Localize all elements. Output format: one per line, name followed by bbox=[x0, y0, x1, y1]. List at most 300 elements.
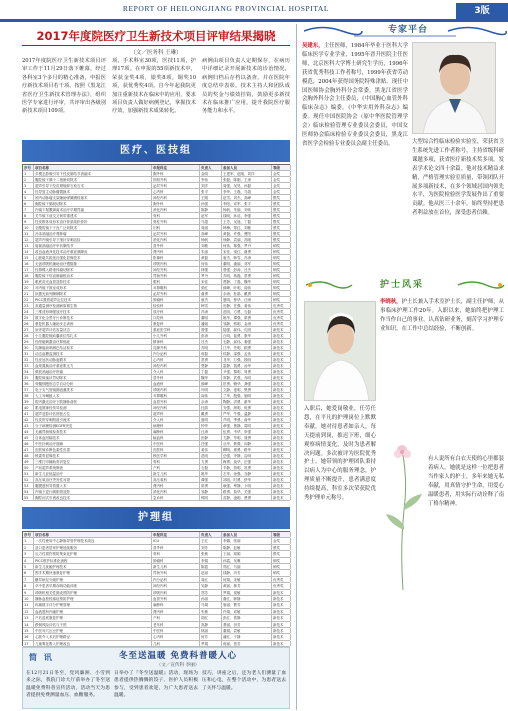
table-cell: 多模态影像引导下经皮肺结节消融术 bbox=[34, 171, 152, 176]
table-cell: 吕杰 bbox=[200, 339, 222, 344]
table-cell: 梅勇、莫华、庄强 bbox=[222, 459, 272, 464]
table-cell: 胸腔闭式引流改良技术 bbox=[34, 495, 152, 500]
table-cell: 眼科 bbox=[152, 279, 200, 284]
table-cell: 朱丽 bbox=[200, 249, 222, 254]
table-cell: 岳强、齐静、沿明 bbox=[222, 453, 272, 458]
table-cell: 铜奖 bbox=[272, 243, 291, 248]
table-cell: 精神科 bbox=[152, 339, 200, 344]
table-cell: 冯涛 bbox=[200, 309, 222, 314]
table-cell: 8 bbox=[23, 583, 34, 588]
table-cell: 2 bbox=[23, 545, 34, 550]
table-cell: 38 bbox=[23, 393, 34, 398]
table-cell: 经皮肝穿刺胆道引流术 bbox=[34, 417, 152, 422]
news-title: 冬至送温暖 免费科普暖人心 bbox=[119, 651, 237, 661]
table-cell: 新技术 bbox=[272, 465, 291, 470]
table-header-cell: 等级 bbox=[272, 165, 291, 170]
table-cell: 呼吸内科 bbox=[152, 387, 200, 392]
table-cell: 杨帆、朱丽、刘伟 bbox=[222, 207, 272, 212]
table-cell: 24 bbox=[23, 309, 34, 314]
table-cell: 颅内动脉瘤支架辅助弹簧圈栓塞术 bbox=[34, 195, 152, 200]
table-cell: 林强 bbox=[200, 267, 222, 272]
table-cell: 铜奖 bbox=[272, 267, 291, 272]
table-header-cell: 负责人 bbox=[200, 165, 222, 170]
table-cell: 新技术 bbox=[272, 363, 291, 368]
table-cell: 神经内科 bbox=[152, 405, 200, 410]
table-cell: 胸腔镜下肺段切除术 bbox=[34, 201, 152, 206]
table-cell: 神经内科 bbox=[152, 363, 200, 368]
table-cell: 王建军、赵刚、刘洋 bbox=[222, 171, 272, 176]
table-cell: 皮肤科 bbox=[152, 447, 200, 452]
table-cell: 腹腔镜下结直肠癌根治术 bbox=[34, 273, 152, 278]
table-cell: 41 bbox=[23, 411, 34, 416]
table-cell: 薛峰、叶明、阎伟 bbox=[222, 285, 272, 290]
table-cell: 骨科 bbox=[152, 459, 200, 464]
table-cell: 夏明、钟华、汪涛 bbox=[222, 297, 272, 302]
table-cell: 李阳、邓军、张宇 bbox=[222, 201, 272, 206]
table-cell: 微波消融治疗肝癌 bbox=[34, 369, 152, 374]
table-cell: 21 bbox=[23, 291, 34, 296]
table-cell: 心内科 bbox=[152, 189, 200, 194]
table-cell: 内镜下黏膜剥离术治疗早期胃癌 bbox=[34, 207, 152, 212]
table-cell: 何芳 bbox=[200, 634, 222, 639]
table-cell: 陈静、赵敏 bbox=[222, 545, 272, 550]
table-cell: 金奖 bbox=[272, 177, 291, 182]
table-cell: 铜奖 bbox=[272, 255, 291, 260]
table-cell: 介入科 bbox=[152, 417, 200, 422]
table-cell: 11 bbox=[23, 231, 34, 236]
table-cell: 新技术 bbox=[272, 628, 291, 633]
table-cell: 韩雪 bbox=[200, 303, 222, 308]
table-cell: 44 bbox=[23, 429, 34, 434]
table-cell: 32 bbox=[23, 357, 34, 362]
table-cell: 许娟、邓敏 bbox=[222, 609, 272, 614]
table-cell: 周丽 bbox=[200, 225, 222, 230]
table-cell: 心脏介入术后护理路径 bbox=[34, 634, 152, 639]
table-cell: 15 bbox=[23, 255, 34, 260]
table-cell: 放疗科 bbox=[152, 309, 200, 314]
table-cell: 8 bbox=[23, 213, 34, 218]
table-cell: 新技术 bbox=[272, 327, 291, 332]
table-cell: 54 bbox=[23, 489, 34, 494]
table-cell: 产前超声系统筛查 bbox=[34, 465, 152, 470]
nurse-bio-column-3: 有人说所有白衣天使的心里都装着病人。她就是这样一位把患者当作家人的护士，多年来她无私奉献，用真情守护生命，用爱心温暖患者，用实际行动诠释了南丁格尔精神。 bbox=[428, 456, 504, 507]
table-cell: 唐杰 bbox=[200, 297, 222, 302]
table-cell: 肾内科 bbox=[152, 609, 200, 614]
expert-bio-column-2: 大型综合性临床检验实验室，荣获省卫生系统先进工作者称号，主持省级科研课题多项，获省医疗新技术奖多项，发表学术论文四十余篇。他对技术精益求精，严格管理实验室质量，带领团队开展多项新技术，在多个领域居国内领先水平，为医院检验医学发展作出了重要贡献。他从医三十余年，始终坚持把患者利益放在首位，深受患者信赖。 bbox=[412, 139, 504, 217]
table-cell: 神经内科 bbox=[152, 195, 200, 200]
table-cell: 冷冻消融治疗肾肿瘤 bbox=[34, 231, 152, 236]
table-cell: 高压氧科 bbox=[152, 477, 200, 482]
table-cell: 雷静、钱勇、汤华 bbox=[222, 363, 272, 368]
table-cell: 经导管主动脉瓣置换术 bbox=[34, 189, 152, 194]
table-cell: 重症医学科 bbox=[152, 327, 200, 332]
table-cell: 血液透析内瘘护理 bbox=[34, 609, 152, 614]
table-cell: 苏明 bbox=[200, 345, 222, 350]
table-cell: 分子病理检测EGFR突变 bbox=[34, 423, 152, 428]
table-cell: 6 bbox=[23, 570, 34, 575]
table-cell: 疼痛数字评分护理管理 bbox=[34, 602, 152, 607]
table-cell: 余涛、杜鹃、戴勇 bbox=[222, 291, 272, 296]
table-cell: 王芳、吴迪、丁磊 bbox=[222, 219, 272, 224]
table-cell: 5 bbox=[23, 564, 34, 569]
table-cell: 罗娟 bbox=[200, 641, 222, 646]
article-column-1: 2017年度院医疗卫生新技术项目评审工作于11月29日落下帷幕。经过各科室3个多月的精心准备，申报医疗新技术项目若干项。按照《黑龙江省医疗卫生新技术管理办法》，组织医学专家进行评审，共评审出各级别新技术项目109项。 bbox=[22, 58, 106, 115]
table-cell: 董明、潘丽、邓军 bbox=[222, 261, 272, 266]
table-cell: 介入科 bbox=[152, 369, 200, 374]
table-cell: 银奖 bbox=[272, 195, 291, 200]
table-cell: 李华、王磊、马超 bbox=[222, 189, 272, 194]
table-cell: 廖勇 bbox=[200, 483, 222, 488]
table-cell: 魏华 bbox=[200, 375, 222, 380]
table-cell: 39 bbox=[23, 399, 34, 404]
table-cell: 呼吸内科 bbox=[152, 590, 200, 595]
table-cell: 潘丽 bbox=[200, 321, 222, 326]
table-cell: 48 bbox=[23, 453, 34, 458]
table-cell: 肾内科 bbox=[152, 249, 200, 254]
table-cell: 优秀奖 bbox=[272, 303, 291, 308]
table-cell: 朱敏 bbox=[200, 609, 222, 614]
table-cell: 严华、牛强、温静 bbox=[222, 411, 272, 416]
table-cell: 康复科 bbox=[152, 321, 200, 326]
table-cell: 贾静 bbox=[200, 363, 222, 368]
table-cell: 新技术 bbox=[272, 333, 291, 338]
table-cell: 病理科 bbox=[152, 423, 200, 428]
table-cell: 新技术 bbox=[272, 489, 291, 494]
table-cell: 陶静、洪勇、翟华 bbox=[222, 399, 272, 404]
table-cell: 柳明、邢勇、路华 bbox=[222, 447, 272, 452]
table-cell: 23 bbox=[23, 303, 34, 308]
table-cell: 老年科 bbox=[152, 622, 200, 627]
table-cell: 范明、方勇、石磊 bbox=[222, 309, 272, 314]
table-cell: 关节镜下前交叉韧带重建术 bbox=[34, 213, 152, 218]
table-cell: 15 bbox=[23, 628, 34, 633]
table-cell: 高压氧治疗突发性耳聋 bbox=[34, 477, 152, 482]
table-cell: 刘洋 bbox=[200, 183, 222, 188]
table-cell: 铜奖 bbox=[272, 249, 291, 254]
table-header-cell: 等级 bbox=[272, 532, 291, 537]
table-cell: 郑红、马丽 bbox=[222, 564, 272, 569]
page-number-badge: 3版 bbox=[456, 3, 508, 19]
table-cell: 潘红、于静 bbox=[222, 634, 272, 639]
table-cell: 超声内镜引导下细针穿刺活检 bbox=[34, 237, 152, 242]
table-cell: 1 bbox=[23, 538, 34, 543]
table-cell: 谢勇 bbox=[200, 291, 222, 296]
news-column-3: 技巧，讲座之后，还为老人们测量了血压和心电，在整个活动中，为患者送去了关怀与温暖。 bbox=[202, 671, 286, 691]
table-cell: 银奖 bbox=[272, 225, 291, 230]
table-cell: 周红 bbox=[200, 577, 222, 582]
table-cell: 血管外科 bbox=[152, 596, 200, 601]
table-cell: 耿强、牟静、卜明 bbox=[222, 483, 272, 488]
table-cell: 胡红 bbox=[200, 615, 222, 620]
table-cell: 超声科 bbox=[152, 411, 200, 416]
article-column-2: 项，手术科室30项，医技11项，护理17项。在申报的55项新技术中，荣获金奖4项，银奖8项，铜奖10项，获优秀奖4项。自今年起我院更加注重新技术在临床中的应用，要求项目负责人做好病例登记，掌握技术疗效，加强新技术成果转化。 bbox=[112, 58, 196, 115]
table-cell: 超声引导下经皮肾镜碎石取石术 bbox=[34, 183, 152, 188]
table-cell: 新技术 bbox=[272, 345, 291, 350]
table-cell: 孙强 bbox=[200, 201, 222, 206]
table-cell: 16 bbox=[23, 634, 34, 639]
table-cell: 常静、武强、乔明 bbox=[222, 375, 272, 380]
table-cell: 优秀奖 bbox=[272, 321, 291, 326]
table-cell: 钱静、冯芳 bbox=[222, 570, 272, 575]
table-cell: 卒中患者早期吞咽功能训练 bbox=[34, 583, 152, 588]
table-cell: 5 bbox=[23, 195, 34, 200]
table-cell: 4 bbox=[23, 558, 34, 563]
table-cell: 经皮冠状动脉旋磨术 bbox=[34, 357, 152, 362]
table-cell: 唐杰、韩雪、冯涛 bbox=[222, 255, 272, 260]
table-cell: 4 bbox=[23, 189, 34, 194]
table-cell: 小儿腹腔镜疝囊高位结扎术 bbox=[34, 333, 152, 338]
table-cell: 42 bbox=[23, 417, 34, 422]
table-cell: 40 bbox=[23, 405, 34, 410]
table-cell: 9 bbox=[23, 590, 34, 595]
expert-portrait bbox=[412, 42, 496, 134]
table-cell: 经颅磁刺激治疗抑郁症 bbox=[34, 339, 152, 344]
table-cell: 新技术 bbox=[272, 423, 291, 428]
table-cell: 张敏 bbox=[200, 551, 222, 556]
table-cell: 新技术 bbox=[272, 447, 291, 452]
table-cell: 江华、史明、顾勇 bbox=[222, 345, 272, 350]
table-cell: 康复机器人辅助步态训练 bbox=[34, 321, 152, 326]
table-cell: 46 bbox=[23, 441, 34, 446]
news-column-2: 日举办了『冬至送温暖』活动，现场为患者提供热腾腾的饺子，医护人员积极参与，受到患者欢迎，为广大患者送去温暖。 bbox=[114, 671, 198, 699]
table-cell: 高通量测序检测病原微生物 bbox=[34, 303, 152, 308]
table-cell: 全腹腔镜下子宫广泛切除术 bbox=[34, 225, 152, 230]
table-cell: 唐丽、曹芳 bbox=[222, 602, 272, 607]
table-cell: 侯静、邵强、孟伟 bbox=[222, 351, 272, 356]
table-cell: 输血科 bbox=[152, 435, 200, 440]
table-cell: 新技术 bbox=[272, 477, 291, 482]
table-cell: 10 bbox=[23, 225, 34, 230]
table-cell: 马超 bbox=[200, 219, 222, 224]
table-cell: 金明 bbox=[200, 171, 222, 176]
table-cell: 叶明 bbox=[200, 387, 222, 392]
table-cell: 熊明 bbox=[200, 495, 222, 500]
table-cell: 腹腔镜下胰十二指肠切除术 bbox=[34, 177, 152, 182]
table-cell: 新技术 bbox=[272, 453, 291, 458]
table-cell: 徐静、袁丽、冯刚 bbox=[222, 237, 272, 242]
table-cell: 赵丽 bbox=[200, 570, 222, 575]
table-cell: 30 bbox=[23, 345, 34, 350]
table-cell: 银奖 bbox=[272, 207, 291, 212]
table-cell: 钟华 bbox=[200, 423, 222, 428]
table-cell: 彭红、曾静 bbox=[222, 615, 272, 620]
table-cell: 妇科 bbox=[152, 225, 200, 230]
title-rule bbox=[22, 45, 290, 46]
table-cell: 36 bbox=[23, 381, 34, 386]
table-cell: 谢红、韩静 bbox=[222, 596, 272, 601]
table-cell: 消化内科 bbox=[152, 207, 200, 212]
table-cell: 范明 bbox=[200, 453, 222, 458]
table-cell: 自体血回输技术 bbox=[34, 435, 152, 440]
table-cell: 苏明、蒋磊、蔡勇 bbox=[222, 273, 272, 278]
article-column-3: 病例由项目负责人定期保存，在病历中详细记录开展新技术的诊治情况，病例归档后存档以备查，并在医院年度总结中表彰。技术主持人和团队成员的奖金与绩效挂钩，鼓励更多新技术在临床推广应用，提升我院医疗服务能力和水平。 bbox=[202, 58, 290, 115]
table-cell: 产科 bbox=[152, 465, 200, 470]
table-cell: 郑芳 bbox=[200, 590, 222, 595]
table-cell: 龙华、万强、段明 bbox=[222, 357, 272, 362]
table-cell: 新技术 bbox=[272, 471, 291, 476]
table-cell: 铜奖 bbox=[272, 564, 291, 569]
table-cell: 邹静 bbox=[200, 489, 222, 494]
table-cell: 37 bbox=[23, 387, 34, 392]
table-cell: 何伟 bbox=[200, 261, 222, 266]
table-cell: 耳内镜下鼓室成形术 bbox=[34, 285, 152, 290]
table-cell: 三维适形调强放疗技术 bbox=[34, 309, 152, 314]
table-cell: 新技术 bbox=[272, 441, 291, 446]
table-cell: 优秀奖 bbox=[272, 577, 291, 582]
table-cell: 董明 bbox=[200, 315, 222, 320]
table-cell: 田静 bbox=[200, 435, 222, 440]
nurse-banner-title: 护士风采 bbox=[379, 280, 424, 290]
table-cell: 新技术 bbox=[272, 590, 291, 595]
table-cell: 28 bbox=[23, 333, 34, 338]
table-cell: 张磊、陈刚、王涛 bbox=[222, 177, 272, 182]
table-cell: 射频消融治疗甲状腺结节 bbox=[34, 243, 152, 248]
table-cell: 糖尿病足分级护理 bbox=[34, 577, 152, 582]
nurse-portrait bbox=[304, 301, 376, 401]
table-cell: 金奖 bbox=[272, 171, 291, 176]
table-cell: 兰华、殷强、施明 bbox=[222, 393, 272, 398]
table-cell: 祁明、时勇、舒华 bbox=[222, 477, 272, 482]
table-cell: 7 bbox=[23, 577, 34, 582]
table-cell: 铜奖 bbox=[272, 558, 291, 563]
table-cell: 耳鼻喉科 bbox=[152, 393, 200, 398]
table-cell: 王红 bbox=[200, 538, 222, 543]
table-cell: 超声造影评估肝脏占位 bbox=[34, 411, 152, 416]
table-cell: 影像科 bbox=[152, 255, 200, 260]
table-cell: 孙霞、吴琳 bbox=[222, 558, 272, 563]
table-cell: 消化内科 bbox=[152, 237, 200, 242]
news-column-1: 在12月21日冬至，党风廉洲、小雪到来之际，我院门诊大厅前举办了冬至送温暖免费科普宣传活动，活动当天为患者提供免费测量血压、血糖服务。 bbox=[26, 671, 110, 699]
table-cell: 电子支气管镜肺泡灌洗术 bbox=[34, 387, 152, 392]
article-byline: （文／医务科 王琳） bbox=[130, 50, 182, 56]
nursing-results-table bbox=[22, 531, 290, 646]
table-cell: 内分泌科 bbox=[152, 351, 200, 356]
table-cell: 27 bbox=[23, 327, 34, 332]
table-cell: 姚华 bbox=[200, 471, 222, 476]
table-cell: 新生儿科 bbox=[152, 471, 200, 476]
table-cell: 王刚 bbox=[200, 195, 222, 200]
table-cell: 心内科 bbox=[152, 357, 200, 362]
table-cell: 3 bbox=[23, 551, 34, 556]
table-cell: 赵雪、刘杰、高峰 bbox=[222, 195, 272, 200]
table-cell: 刘芳 bbox=[200, 545, 222, 550]
table-cell: 汪涛 bbox=[200, 429, 222, 434]
table-header-cell: 负责人 bbox=[200, 532, 222, 537]
table-cell: 罗丹 bbox=[200, 273, 222, 278]
table-cell: 19 bbox=[23, 279, 34, 284]
table-cell: 26 bbox=[23, 321, 34, 326]
table-cell: 伍勇、韦华、申强 bbox=[222, 429, 272, 434]
table-cell: 腹膜透析导管置入术 bbox=[34, 483, 152, 488]
table-cell: 杨帆 bbox=[200, 237, 222, 242]
table-cell: 新技术 bbox=[272, 375, 291, 380]
table-cell: 路勇、詹华、关强 bbox=[222, 489, 272, 494]
section-banner-medical-label: 医疗、医技组 bbox=[120, 145, 192, 156]
table-cell: 静脉血栓栓塞症预防护理 bbox=[34, 596, 152, 601]
table-cell: 新技术 bbox=[272, 339, 291, 344]
table-cell: 泌尿外科 bbox=[152, 183, 200, 188]
table-cell: 脊柱外科 bbox=[152, 219, 200, 224]
table-cell: 胸外科 bbox=[152, 171, 200, 176]
table-cell: 辛静、管明、祝勇 bbox=[222, 465, 272, 470]
table-cell: 银奖 bbox=[272, 213, 291, 218]
table-cell: 25 bbox=[23, 315, 34, 320]
nurse-bio-text: 护士长兼入手术室护士长，副主任护师，从事临床护理工作20年。入职以来，她始终把护理工作当作自己的事业，认真钻研业务，刻苦学习护理专业知识，在工作中总结经验，不断创新。 bbox=[380, 299, 505, 332]
section-banner-medical bbox=[22, 140, 290, 162]
table-cell: 普外科 bbox=[152, 243, 200, 248]
table-cell: 曾强、彭涛、吕杰 bbox=[222, 267, 272, 272]
table-cell: 数字化全景牙片诊断技术 bbox=[34, 315, 152, 320]
table-cell: 乳腺癌前哨淋巴结活检术 bbox=[34, 345, 152, 350]
table-cell: 陈静 bbox=[200, 207, 222, 212]
table-cell: 章强、鲁静、葛明 bbox=[222, 423, 272, 428]
table-cell: 刘敏 bbox=[200, 243, 222, 248]
table-cell: 尤静、毕明、聂勇 bbox=[222, 435, 272, 440]
table-cell: 田静、任强、姜伟 bbox=[222, 303, 272, 308]
table-cell: 17 bbox=[23, 267, 34, 272]
table-cell: 金奖 bbox=[272, 538, 291, 543]
table-cell: 优秀奖 bbox=[272, 315, 291, 320]
table-cell: 黄丽、林芳 bbox=[222, 583, 272, 588]
table-cell: 贾静、丁磊、魏华 bbox=[222, 279, 272, 284]
table-cell: 改良血液净化技术治疗重症胰腺炎 bbox=[34, 249, 152, 254]
running-title: REPORT OF HEILONGJIANG PROVINCIAL HOSPITAL bbox=[122, 4, 330, 13]
table-cell: 肿瘤科 bbox=[152, 558, 200, 563]
table-cell: 内镜下逆行胰胆管造影 bbox=[34, 489, 152, 494]
table-cell: 胃肠外科 bbox=[152, 273, 200, 278]
table-cell: 核素骨显像技术 bbox=[34, 453, 152, 458]
section-banner-nursing bbox=[22, 507, 290, 529]
table-cell: 新技术 bbox=[272, 393, 291, 398]
table-cell: 银奖 bbox=[272, 551, 291, 556]
table-cell: 马娟 bbox=[200, 602, 222, 607]
table-header-cell: 项目名称 bbox=[34, 532, 152, 537]
table-cell: 45 bbox=[23, 435, 34, 440]
table-cell: 53 bbox=[23, 483, 34, 488]
table-cell: 52 bbox=[23, 477, 34, 482]
table-cell: 14 bbox=[23, 249, 34, 254]
table-cell: 宋佳 bbox=[200, 279, 222, 284]
table-cell: 王丽、周娟 bbox=[222, 551, 272, 556]
table-cell: 新技术 bbox=[272, 609, 291, 614]
table-cell: 造口患者居家护理延续服务 bbox=[34, 545, 152, 550]
table-header-cell: 参加人员 bbox=[222, 165, 272, 170]
table-cell: 腔内激光治疗下肢静脉曲张 bbox=[34, 399, 152, 404]
table-cell: 中医科 bbox=[152, 628, 200, 633]
table-cell: 毛静、邱伟、秦强 bbox=[222, 339, 272, 344]
table-header-cell: 项目名称 bbox=[34, 165, 152, 170]
table-cell: 胸外科 bbox=[152, 201, 200, 206]
table-cell: 安强、颜明、倪勇 bbox=[222, 405, 272, 410]
table-cell: 梁红 bbox=[200, 285, 222, 290]
table-cell: 急诊科 bbox=[152, 495, 200, 500]
table-cell: 铜奖 bbox=[272, 285, 291, 290]
table-cell: 儿科 bbox=[152, 641, 200, 646]
table-cell: 新技术 bbox=[272, 369, 291, 374]
table-cell: 无痛胃肠镜检查技术 bbox=[34, 429, 152, 434]
table-cell: 苗静、凌明、费勇 bbox=[222, 495, 272, 500]
table-cell: 呼吸机相关性肺炎预防护理 bbox=[34, 590, 152, 595]
table-cell: 尹强、黎明、易勇 bbox=[222, 369, 272, 374]
table-cell: 血浆置换治疗重症肌无力 bbox=[34, 363, 152, 368]
table-cell: 34 bbox=[23, 369, 34, 374]
table-cell: 14 bbox=[23, 622, 34, 627]
table-cell: 新技术 bbox=[272, 399, 291, 404]
table-cell: 陆强、郝伟、孔明 bbox=[222, 327, 272, 332]
nurse-bio-column-2: 入职后，她爱岗敬业，任劳任怨，在平凡的护理岗位上默默奉献。她对待患者如亲人，每天提前到岗，推迟下班，细心观察病情变化，及时为患者解决问题。多次被评为医院优秀护士，她带领的护理团队秉持以病人为中心的服务理念，护理质量不断提升，患者满意度持续提高，科室多次荣获院优秀护理单元称号。 bbox=[304, 406, 376, 502]
table-cell: 50 bbox=[23, 465, 34, 470]
table-cell: PICC维护标准化流程 bbox=[34, 558, 152, 563]
